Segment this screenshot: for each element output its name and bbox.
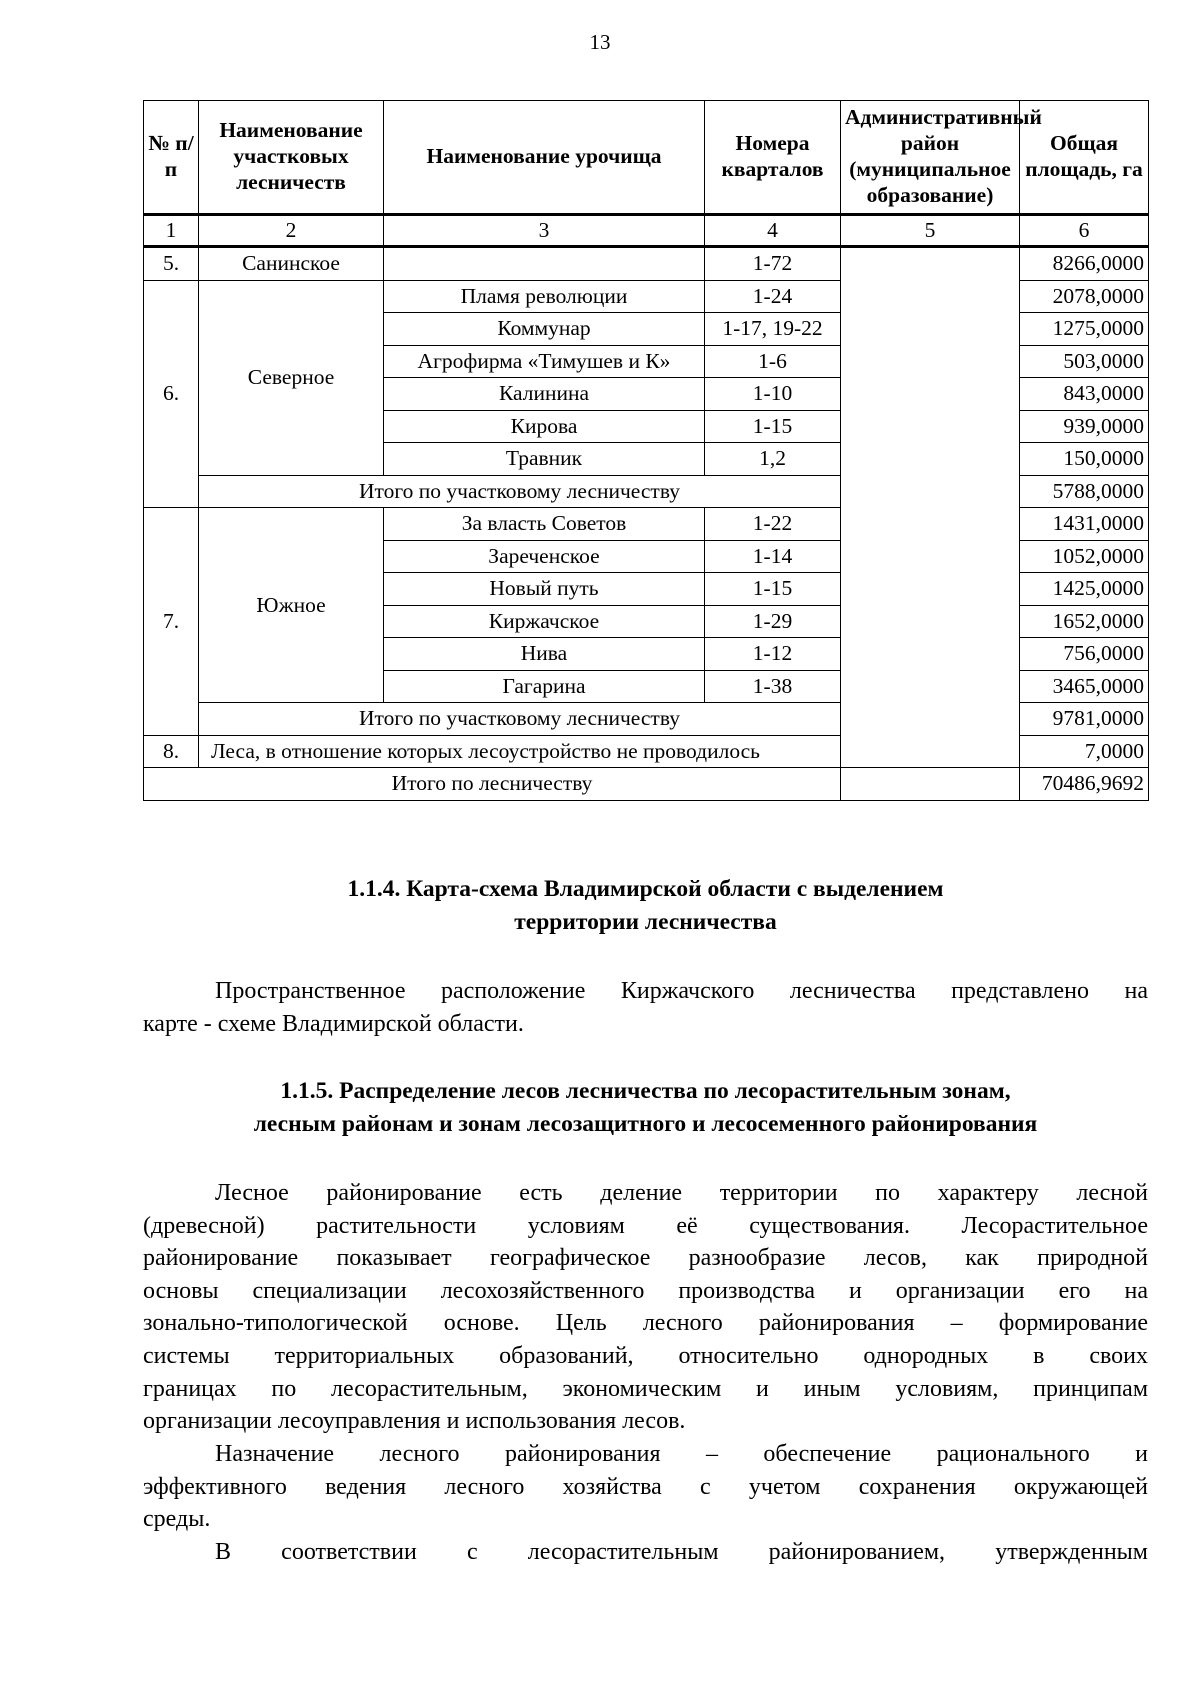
quarters: 1-6 (705, 345, 841, 378)
forestry-name: Санинское (199, 247, 384, 281)
section-115-paragraph-3 (143, 1536, 1148, 1569)
tract-name: Зареченское (384, 540, 705, 573)
column-number: 5 (841, 215, 1020, 247)
quarters: 1-17, 19-22 (705, 313, 841, 346)
subtotal-area: 5788,0000 (1020, 475, 1149, 508)
paragraph-line: зонально-типологической основе. Цель лесного районирования – формирование (143, 1310, 1148, 1337)
forestry-name: Южное (199, 508, 384, 703)
area: 1052,0000 (1020, 540, 1149, 573)
section-114-paragraph (143, 975, 1148, 1040)
tract-name: Новый путь (384, 573, 705, 606)
quarters: 1-15 (705, 573, 841, 606)
row-no: 6. (144, 280, 199, 508)
area: 150,0000 (1020, 443, 1149, 476)
area: 756,0000 (1020, 638, 1149, 671)
header-area: Общая площадь, га (1020, 101, 1149, 215)
column-number: 3 (384, 215, 705, 247)
tract-name: Травник (384, 443, 705, 476)
total-area: 70486,9692 (1020, 768, 1149, 801)
paragraph-line: Назначение лесного районирования – обеспечение рационального и (215, 1441, 1148, 1467)
area: 7,0000 (1020, 735, 1149, 768)
area: 939,0000 (1020, 410, 1149, 443)
quarters: 1-10 (705, 378, 841, 411)
forestry-name: Северное (199, 280, 384, 475)
area: 8266,0000 (1020, 247, 1149, 281)
header-forestry: Наименование участковых лесничеств (199, 101, 384, 215)
subtotal-label: Итого по участковому лесничеству (199, 475, 841, 508)
total-district-cell (841, 768, 1020, 801)
quarters: 1-24 (705, 280, 841, 313)
table-row (144, 247, 1149, 281)
section-115-title (143, 1075, 1148, 1141)
header-no: № п/п (144, 101, 199, 215)
row-no: 7. (144, 508, 199, 736)
area: 1275,0000 (1020, 313, 1149, 346)
paragraph-line: среды. (143, 1506, 211, 1533)
forestry-table (143, 100, 1149, 801)
section-115-paragraph-2 (143, 1438, 1148, 1536)
row-no: 8. (144, 735, 199, 768)
tract-name: Калинина (384, 378, 705, 411)
column-number: 1 (144, 215, 199, 247)
quarters: 1-38 (705, 670, 841, 703)
tract-name: Гагарина (384, 670, 705, 703)
paragraph-line: районирование показывает географическое разнообразие лесов, как природной (143, 1245, 1148, 1272)
tract-name: За власть Советов (384, 508, 705, 541)
total-label: Итого по лесничеству (144, 768, 841, 801)
tract-name: Кирова (384, 410, 705, 443)
area: 3465,0000 (1020, 670, 1149, 703)
paragraph-line: карте - схеме Владимирской области. (143, 1010, 524, 1037)
column-number: 2 (199, 215, 384, 247)
area: 1425,0000 (1020, 573, 1149, 606)
unsurveyed-forests-label: Леса, в отношение которых лесоустройство не проводилось (199, 735, 841, 768)
section-114-title-line: 1.1.4. Карта-схема Владимирской области с выделением (347, 876, 944, 902)
total-row (144, 768, 1149, 801)
quarters: 1,2 (705, 443, 841, 476)
quarters: 1-29 (705, 605, 841, 638)
subtotal-label: Итого по участковому лесничеству (199, 703, 841, 736)
table-header-row (144, 101, 1149, 215)
paragraph-line: границах по лесорастительным, экономическим и иным условиям, принципам (143, 1375, 1148, 1402)
section-114-title-line: территории лесничества (514, 909, 777, 935)
subtotal-area: 9781,0000 (1020, 703, 1149, 736)
tract-name: Киржачское (384, 605, 705, 638)
paragraph-line: основы специализации лесохозяйственного производства и организации его на (143, 1277, 1148, 1304)
area: 503,0000 (1020, 345, 1149, 378)
quarters: 1-14 (705, 540, 841, 573)
quarters: 1-15 (705, 410, 841, 443)
area: 1431,0000 (1020, 508, 1149, 541)
quarters: 1-72 (705, 247, 841, 281)
paragraph-line: организации лесоуправления и использования лесов. (143, 1408, 686, 1435)
paragraph-line: эффективного ведения лесного хозяйства с учетом сохранения окружающей (143, 1473, 1148, 1500)
area: 1652,0000 (1020, 605, 1149, 638)
column-number: 6 (1020, 215, 1149, 247)
header-tract: Наименование урочища (384, 101, 705, 215)
paragraph-line: В соответствии с лесорастительным районированием, утвержденным (215, 1539, 1148, 1565)
section-115-title-line: 1.1.5. Распределение лесов лесничества по лесорастительным зонам, (280, 1078, 1011, 1104)
page-number: 13 (589, 30, 611, 54)
tract-name: Пламя революции (384, 280, 705, 313)
section-115-title-line: лесным районам и зонам лесозащитного и лесосеменного районирования (253, 1111, 1038, 1137)
quarters: 1-12 (705, 638, 841, 671)
paragraph-line: системы территориальных образований, относительно однородных в своих (143, 1342, 1148, 1369)
district-cell (841, 247, 1020, 768)
row-no: 5. (144, 247, 199, 281)
quarters: 1-22 (705, 508, 841, 541)
tract-name: Нива (384, 638, 705, 671)
tract-name (384, 247, 705, 281)
column-number-row (144, 215, 1149, 247)
area: 2078,0000 (1020, 280, 1149, 313)
area: 843,0000 (1020, 378, 1149, 411)
paragraph-line: Пространственное расположение Киржачского лесничества представлено на (215, 978, 1148, 1004)
section-115-paragraph-1 (143, 1177, 1148, 1438)
header-district: Административный район (муниципальное образование) (841, 101, 1020, 215)
tract-name: Коммунар (384, 313, 705, 346)
section-114-title (143, 873, 1148, 939)
paragraph-line: Лесное районирование есть деление территории по характеру лесной (215, 1180, 1148, 1206)
paragraph-line: (древесной) растительности условиям её существования. Лесорастительное (143, 1212, 1148, 1239)
column-number: 4 (705, 215, 841, 247)
tract-name: Агрофирма «Тимушев и К» (384, 345, 705, 378)
header-quarters: Номера кварталов (705, 101, 841, 215)
